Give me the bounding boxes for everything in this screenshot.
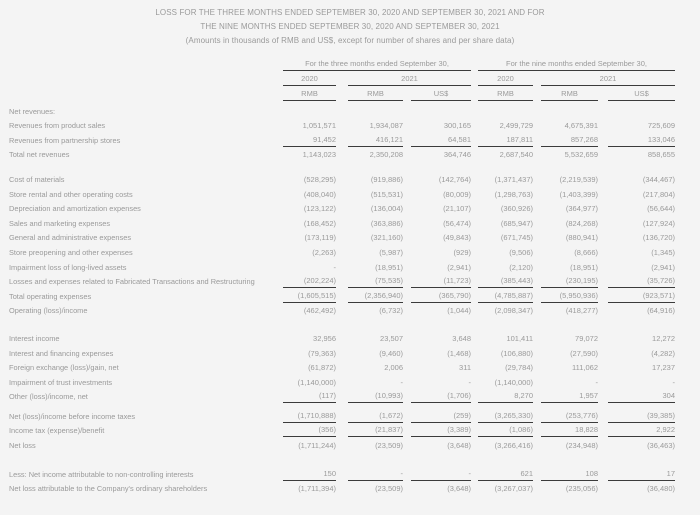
cell-9mo-2020-rmb: (3,267,037)	[494, 484, 533, 494]
statement-title-line3: (Amounts in thousands of RMB and US$, except for number of shares and per share data)	[185, 36, 515, 45]
table-row	[0, 132, 700, 147]
cell-3mo-2021-usd: -	[468, 377, 471, 387]
cell-3mo-2020-rmb: -	[333, 262, 336, 272]
cell-9mo-2021-rmb: (824,268)	[565, 218, 598, 228]
row-label: Other (loss)/income, net	[9, 392, 88, 402]
row-spacer	[0, 317, 700, 330]
cell-3mo-2020-rmb: (1,710,888)	[283, 408, 336, 423]
cell-3mo-2021-usd: (21,107)	[443, 204, 471, 214]
cell-9mo-2020-rmb: (685,947)	[500, 218, 533, 228]
cell-3mo-2021-usd: (1,468)	[447, 348, 471, 358]
cell-3mo-2021-rmb: (363,886)	[370, 218, 403, 228]
cell-3mo-2021-usd: (365,790)	[411, 288, 471, 303]
year-header-9mo-2020: 2020	[478, 74, 533, 86]
cell-9mo-2020-rmb	[478, 103, 533, 118]
currency-header-row	[283, 89, 700, 101]
currency-header-3mo-2021-usd: US$	[411, 89, 471, 101]
table-row	[0, 466, 700, 481]
cell-3mo-2021-usd: 311	[459, 363, 471, 373]
table-row	[0, 201, 700, 216]
cell-3mo-2021-usd: 3,648	[452, 333, 471, 343]
table-row	[0, 345, 700, 360]
row-label: Revenues from partnership stores	[9, 135, 121, 145]
table-row	[0, 330, 700, 345]
cell-3mo-2021-rmb: -	[348, 466, 403, 481]
cell-3mo-2021-usd: 300,165	[443, 121, 471, 131]
table-row	[0, 408, 700, 423]
table-row	[0, 215, 700, 230]
cell-3mo-2021-usd: (1,706)	[411, 389, 471, 404]
cell-9mo-2021-usd: (56,644)	[647, 204, 675, 214]
row-label: Store rental and other operating costs	[9, 189, 133, 199]
cell-9mo-2020-rmb: 101,411	[506, 333, 533, 343]
cell-3mo-2021-rmb: (136,004)	[370, 204, 403, 214]
row-label: Cost of materials	[9, 174, 65, 184]
cell-9mo-2021-usd: (1,345)	[651, 247, 675, 257]
row-label: General and administrative expenses	[9, 233, 132, 243]
cell-9mo-2021-rmb: 18,828	[541, 423, 598, 438]
table-row	[0, 186, 700, 201]
cell-9mo-2020-rmb: 2,499,729	[499, 121, 533, 131]
cell-9mo-2021-usd: (344,467)	[642, 174, 675, 184]
cell-3mo-2020-rmb: (1,140,000)	[297, 377, 336, 387]
cell-9mo-2021-rmb: 4,675,391	[564, 121, 598, 131]
row-label: Losses and expenses related to Fabricated Transactions and Restructuring	[9, 277, 255, 287]
cell-9mo-2020-rmb: (1,298,763)	[494, 189, 533, 199]
cell-9mo-2021-rmb: (364,977)	[565, 204, 598, 214]
cell-3mo-2020-rmb: (356)	[283, 423, 336, 438]
cell-9mo-2021-usd: (64,916)	[647, 306, 675, 316]
cell-3mo-2021-usd: (80,009)	[443, 189, 471, 199]
cell-3mo-2021-rmb	[348, 103, 403, 118]
cell-3mo-2021-rmb: (75,535)	[348, 274, 403, 289]
cell-9mo-2021-rmb: 111,062	[572, 363, 598, 373]
cell-9mo-2021-usd: 2,922	[608, 423, 675, 438]
table-row	[0, 303, 700, 318]
cell-9mo-2020-rmb: (360,926)	[500, 204, 533, 214]
table-row	[0, 259, 700, 274]
cell-9mo-2020-rmb: (3,265,330)	[478, 408, 533, 423]
table-row	[0, 374, 700, 389]
cell-3mo-2020-rmb: 91,452	[283, 132, 336, 147]
cell-3mo-2020-rmb: (1,711,394)	[298, 484, 336, 494]
row-label: Interest income	[9, 333, 60, 343]
row-spacer	[0, 452, 700, 466]
row-label: Net loss attributable to the Company's ordinary shareholders	[9, 484, 208, 494]
cell-9mo-2021-rmb: 108	[541, 466, 598, 481]
cell-3mo-2020-rmb: (2,263)	[312, 247, 336, 257]
currency-header-3mo-2020-rmb: RMB	[283, 89, 336, 101]
cell-9mo-2021-rmb: (5,950,936)	[541, 288, 598, 303]
cell-3mo-2021-rmb: (515,531)	[370, 189, 403, 199]
row-label: Less: Net income attributable to non-controlling interests	[9, 469, 194, 479]
table-row	[0, 147, 700, 162]
cell-3mo-2021-usd: (929)	[453, 247, 471, 257]
cell-3mo-2021-rmb: 416,121	[348, 132, 403, 147]
cell-3mo-2020-rmb: (462,492)	[303, 306, 336, 316]
table-row	[0, 103, 700, 118]
cell-3mo-2021-rmb: (18,951)	[375, 262, 403, 272]
cell-9mo-2021-usd: (36,480)	[647, 484, 675, 494]
cell-9mo-2021-rmb: 1,957	[541, 389, 598, 404]
cell-9mo-2020-rmb: (29,784)	[505, 363, 533, 373]
cell-3mo-2021-usd: (49,843)	[443, 233, 471, 243]
cell-9mo-2021-rmb	[541, 103, 598, 118]
cell-3mo-2021-rmb: -	[400, 377, 403, 387]
cell-9mo-2021-usd: -	[672, 377, 675, 387]
cell-3mo-2020-rmb: (408,040)	[303, 189, 336, 199]
cell-3mo-2020-rmb: (1,711,244)	[298, 441, 336, 451]
cell-9mo-2021-rmb: (235,056)	[565, 484, 598, 494]
cell-3mo-2021-usd	[411, 103, 471, 118]
cell-9mo-2021-rmb: (27,590)	[570, 348, 598, 358]
period-header-three-months: For the three months ended September 30,	[283, 59, 471, 71]
cell-3mo-2021-rmb: (321,160)	[370, 233, 403, 243]
row-label: Total net revenues	[9, 150, 70, 160]
period-header-nine-months: For the nine months ended September 30,	[478, 59, 675, 71]
year-header-9mo-2021: 2021	[541, 74, 675, 86]
cell-9mo-2021-usd: (4,282)	[651, 348, 675, 358]
cell-9mo-2021-rmb: 857,268	[541, 132, 598, 147]
cell-3mo-2021-usd: (3,648)	[447, 441, 471, 451]
cell-3mo-2020-rmb: (202,224)	[283, 274, 336, 289]
cell-9mo-2020-rmb: (671,745)	[500, 233, 533, 243]
cell-9mo-2021-usd: (2,941)	[651, 262, 675, 272]
currency-header-9mo-2020-rmb: RMB	[478, 89, 533, 101]
statement-rows	[0, 103, 700, 495]
cell-3mo-2020-rmb: 150	[283, 466, 336, 481]
cell-3mo-2020-rmb: 1,051,571	[302, 121, 336, 131]
statement-title-line2: THE NINE MONTHS ENDED SEPTEMBER 30, 2020 AND SEPTEMBER 30, 2021	[200, 22, 500, 31]
cell-9mo-2020-rmb: (385,443)	[478, 274, 533, 289]
cell-9mo-2021-usd: 12,272	[652, 333, 675, 343]
cell-9mo-2021-usd: 304	[608, 389, 675, 404]
cell-3mo-2021-usd: (3,648)	[447, 484, 471, 494]
table-row	[0, 389, 700, 404]
row-label: Operating (loss)/income	[9, 306, 88, 316]
cell-3mo-2021-usd: -	[411, 466, 471, 481]
cell-9mo-2021-usd: (136,720)	[642, 233, 675, 243]
year-header-3mo-2021: 2021	[348, 74, 471, 86]
row-label: Revenues from product sales	[9, 121, 106, 131]
cell-9mo-2021-usd: (36,463)	[647, 441, 675, 451]
cell-9mo-2020-rmb: (2,120)	[509, 262, 533, 272]
cell-3mo-2020-rmb: (1,605,515)	[283, 288, 336, 303]
row-spacer	[0, 161, 700, 171]
cell-9mo-2020-rmb: (1,140,000)	[494, 377, 533, 387]
cell-9mo-2021-usd: 17	[608, 466, 675, 481]
cell-9mo-2021-usd: (217,804)	[642, 189, 675, 199]
cell-9mo-2021-usd: 17,237	[652, 363, 675, 373]
cell-9mo-2020-rmb: (9,506)	[509, 247, 533, 257]
statement-title	[0, 6, 700, 48]
cell-3mo-2021-rmb: (10,993)	[348, 389, 403, 404]
cell-3mo-2021-rmb: (919,886)	[370, 174, 403, 184]
currency-header-3mo-2021-rmb: RMB	[348, 89, 403, 101]
cell-9mo-2020-rmb: (1,371,437)	[494, 174, 533, 184]
cell-3mo-2021-usd: (3,389)	[411, 423, 471, 438]
table-row	[0, 244, 700, 259]
cell-9mo-2021-rmb: 79,072	[575, 333, 598, 343]
cell-9mo-2021-rmb: (234,948)	[565, 441, 598, 451]
statement-title-line1: LOSS FOR THE THREE MONTHS ENDED SEPTEMBER 30, 2020 AND SEPTEMBER 30, 2021 AND FOR	[155, 8, 545, 17]
row-label: Impairment loss of long-lived assets	[9, 262, 127, 272]
cell-9mo-2021-rmb: (18,951)	[570, 262, 598, 272]
cell-3mo-2021-usd: (142,764)	[438, 174, 471, 184]
cell-3mo-2021-rmb: (21,837)	[348, 423, 403, 438]
cell-9mo-2020-rmb: (2,098,347)	[494, 306, 533, 316]
cell-3mo-2020-rmb: (173,119)	[304, 233, 336, 243]
cell-9mo-2021-rmb: (230,195)	[541, 274, 598, 289]
cell-9mo-2021-rmb: (253,776)	[541, 408, 598, 423]
row-label: Net revenues:	[9, 106, 56, 116]
table-row	[0, 437, 700, 452]
cell-3mo-2021-usd: (56,474)	[443, 218, 471, 228]
table-row	[0, 360, 700, 375]
cell-9mo-2021-usd: 725,609	[647, 121, 675, 131]
cell-9mo-2020-rmb: (106,880)	[500, 348, 533, 358]
cell-3mo-2021-rmb: 2,350,208	[369, 150, 403, 160]
cell-3mo-2021-usd: 64,581	[411, 132, 471, 147]
cell-3mo-2021-rmb: 1,934,087	[369, 121, 403, 131]
cell-3mo-2021-rmb: (5,987)	[379, 247, 403, 257]
cell-3mo-2021-usd: (1,044)	[447, 306, 471, 316]
cell-3mo-2021-rmb: (2,356,940)	[348, 288, 403, 303]
cell-9mo-2020-rmb: (1,086)	[478, 423, 533, 438]
cell-3mo-2021-usd: (11,723)	[411, 274, 471, 289]
row-label: Foreign exchange (loss)/gain, net	[9, 363, 119, 373]
cell-9mo-2021-usd: 858,655	[647, 150, 675, 160]
table-row	[0, 230, 700, 245]
cell-9mo-2021-usd	[608, 103, 675, 118]
year-header-3mo-2020: 2020	[283, 74, 336, 86]
row-label: Impairment of trust investments	[9, 377, 113, 387]
cell-3mo-2020-rmb: (168,452)	[303, 218, 336, 228]
cell-9mo-2021-rmb: (8,666)	[574, 247, 598, 257]
cell-3mo-2020-rmb: 32,956	[313, 333, 336, 343]
cell-9mo-2020-rmb: (3,266,416)	[494, 441, 533, 451]
cell-3mo-2021-rmb: (9,460)	[379, 348, 403, 358]
cell-9mo-2021-rmb: 5,532,659	[564, 150, 598, 160]
row-label: Net loss	[9, 441, 36, 451]
cell-9mo-2020-rmb: 187,811	[478, 132, 533, 147]
cell-3mo-2020-rmb: (528,295)	[303, 174, 336, 184]
cell-3mo-2020-rmb: (79,363)	[308, 348, 336, 358]
table-row	[0, 171, 700, 186]
cell-3mo-2020-rmb: (117)	[283, 389, 336, 404]
cell-9mo-2021-usd: (39,385)	[608, 408, 675, 423]
cell-3mo-2021-rmb: (1,672)	[348, 408, 403, 423]
cell-3mo-2021-usd: (2,941)	[447, 262, 471, 272]
currency-header-9mo-2021-rmb: RMB	[541, 89, 598, 101]
cell-9mo-2020-rmb: (4,785,887)	[478, 288, 533, 303]
cell-9mo-2021-usd: 133,046	[608, 132, 675, 147]
table-row	[0, 274, 700, 289]
cell-9mo-2020-rmb: 2,687,540	[499, 150, 533, 160]
cell-9mo-2021-rmb: (2,219,539)	[559, 174, 598, 184]
cell-9mo-2021-usd: (35,726)	[608, 274, 675, 289]
cell-3mo-2021-rmb: (6,732)	[379, 306, 403, 316]
cell-3mo-2020-rmb: (61,872)	[308, 363, 336, 373]
row-label: Net (loss)/income before income taxes	[9, 411, 136, 421]
cell-9mo-2021-rmb: (1,403,399)	[559, 189, 598, 199]
row-label: Income tax (expense)/benefit	[9, 426, 105, 436]
cell-3mo-2021-rmb: 2,006	[384, 363, 403, 373]
row-label: Total operating expenses	[9, 291, 92, 301]
cell-3mo-2021-rmb: (23,509)	[375, 484, 403, 494]
cell-3mo-2020-rmb: 1,143,023	[302, 150, 336, 160]
cell-3mo-2021-rmb: (23,509)	[375, 441, 403, 451]
cell-9mo-2021-usd: (127,924)	[642, 218, 675, 228]
table-row	[0, 423, 700, 438]
row-label: Depreciation and amortization expenses	[9, 204, 141, 214]
cell-9mo-2020-rmb: 8,270	[478, 389, 533, 404]
period-header-row	[283, 59, 700, 71]
cell-9mo-2021-rmb: (418,277)	[565, 306, 598, 316]
cell-3mo-2020-rmb: (123,122)	[303, 204, 336, 214]
row-label: Sales and marketing expenses	[9, 218, 111, 228]
cell-3mo-2021-usd: (259)	[411, 408, 471, 423]
cell-3mo-2021-usd: 364,746	[443, 150, 471, 160]
currency-header-9mo-2021-usd: US$	[608, 89, 675, 101]
row-label: Interest and financing expenses	[9, 348, 114, 358]
table-row	[0, 118, 700, 133]
year-header-row	[283, 74, 700, 86]
cell-3mo-2020-rmb	[283, 103, 336, 118]
cell-9mo-2021-usd: (923,571)	[608, 288, 675, 303]
cell-9mo-2021-rmb: -	[595, 377, 598, 387]
cell-9mo-2021-rmb: (880,941)	[565, 233, 598, 243]
table-row	[0, 481, 700, 496]
table-row	[0, 288, 700, 303]
cell-9mo-2020-rmb: 621	[478, 466, 533, 481]
cell-3mo-2021-rmb: 23,507	[380, 333, 403, 343]
row-label: Store preopening and other expenses	[9, 247, 133, 257]
